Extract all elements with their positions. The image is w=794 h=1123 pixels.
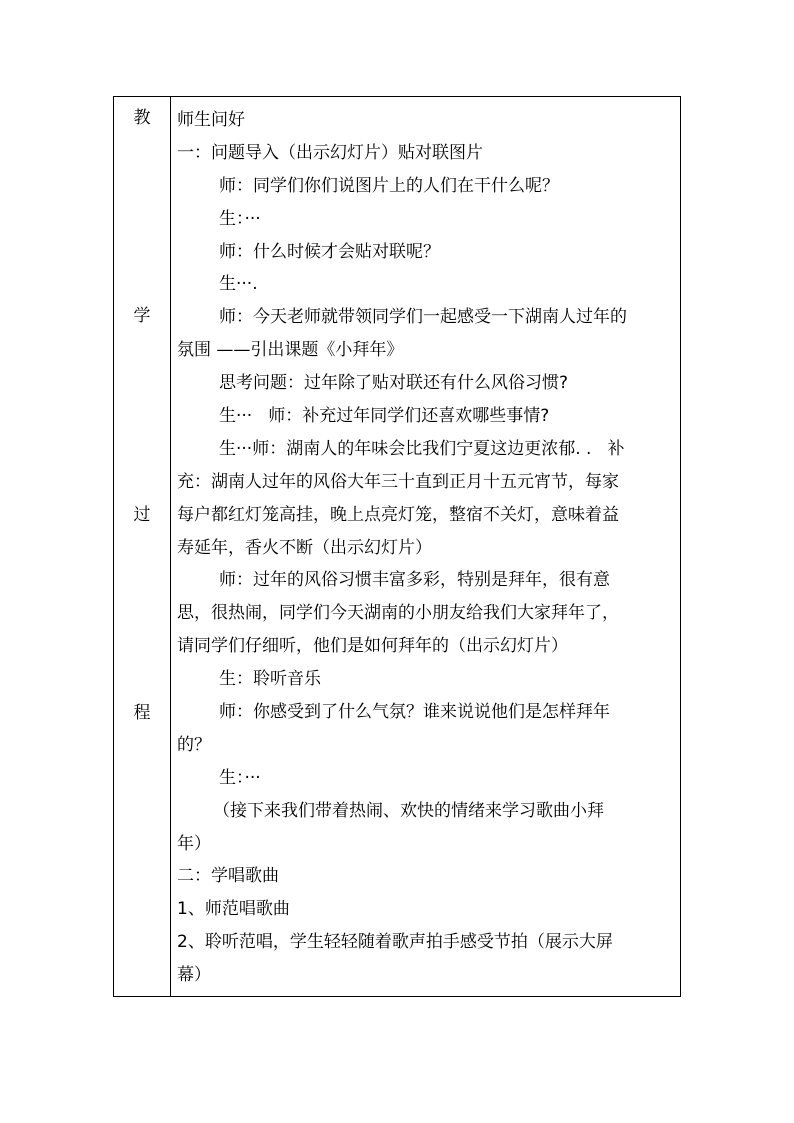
text-line: 师生问好 xyxy=(177,110,245,130)
text-line: 师：同学们你们说图片上的人们在干什么呢？ xyxy=(219,175,559,196)
text-line xyxy=(177,433,677,466)
text-line xyxy=(177,400,677,433)
text-line: 师：过年的风俗习惯丰富多彩，特别是拜年，很有意 xyxy=(219,570,610,591)
text-line: 师：什么时候才会贴对联呢？ xyxy=(219,241,440,262)
lesson-table xyxy=(113,96,681,997)
text-line: 生···. xyxy=(219,274,258,295)
text-line: 充：湖南人过年的风俗大年三十直到正月十五元宵节，每家 xyxy=(177,471,619,492)
text-line: 一：问题导入（出示幻灯片）贴对联图片 xyxy=(177,142,483,163)
text-line: 年） xyxy=(177,833,211,854)
label-char-xue: 学 xyxy=(133,306,151,326)
text-line: 师：今天老师就带领同学们一起感受一下湖南人过年的 xyxy=(219,307,627,328)
text-line: 二：学唱歌曲 xyxy=(177,866,279,887)
column-divider xyxy=(170,97,171,996)
text-line: 师：你感受到了什么气氛？谁来说说他们是怎样拜年 xyxy=(219,702,610,723)
text-line: 的？ xyxy=(177,734,211,755)
text-line: 生：聆听音乐 xyxy=(219,669,321,690)
lesson-content xyxy=(177,104,677,992)
text-segment: 生···师：湖南人的年味会比我们宁夏这边更浓郁. . xyxy=(219,438,592,459)
text-line: 思，很热闹，同学们今天湖南的小朋友给我们大家拜年了， xyxy=(177,603,619,624)
text-line: 氛围 ——引出课题《小拜年》 xyxy=(177,340,404,361)
text-line: 幕） xyxy=(177,965,211,986)
label-char-guo: 过 xyxy=(133,505,151,525)
text-line: 2、聆听范唱，学生轻轻随着歌声拍手感受节拍（展示大屏 xyxy=(177,932,613,953)
text-line: 寿延年，香火不断（出示幻灯片） xyxy=(177,537,432,558)
text-line: 1、师范唱歌曲 xyxy=(177,899,290,920)
text-line: 每户都红灯笼高挂，晚上点亮灯笼，整宿不关灯，意味着益 xyxy=(177,504,619,525)
label-char-jiao: 教 xyxy=(133,108,151,128)
text-segment: 生··· xyxy=(219,406,253,427)
text-segment: 师：补充过年同学们还喜欢哪些事情? xyxy=(268,406,550,427)
label-char-cheng: 程 xyxy=(133,703,151,723)
text-segment: 补 xyxy=(607,438,625,459)
text-line: 生：··· xyxy=(219,208,261,229)
text-line: （接下来我们带着热闹、欢快的情绪来学习歌曲小拜 xyxy=(213,800,604,821)
text-line: 生：··· xyxy=(219,767,261,788)
text-line: 请同学们仔细听，他们是如何拜年的（出示幻灯片） xyxy=(177,636,568,657)
text-line: 思考问题：过年除了贴对联还有什么风俗习惯? xyxy=(219,373,569,394)
